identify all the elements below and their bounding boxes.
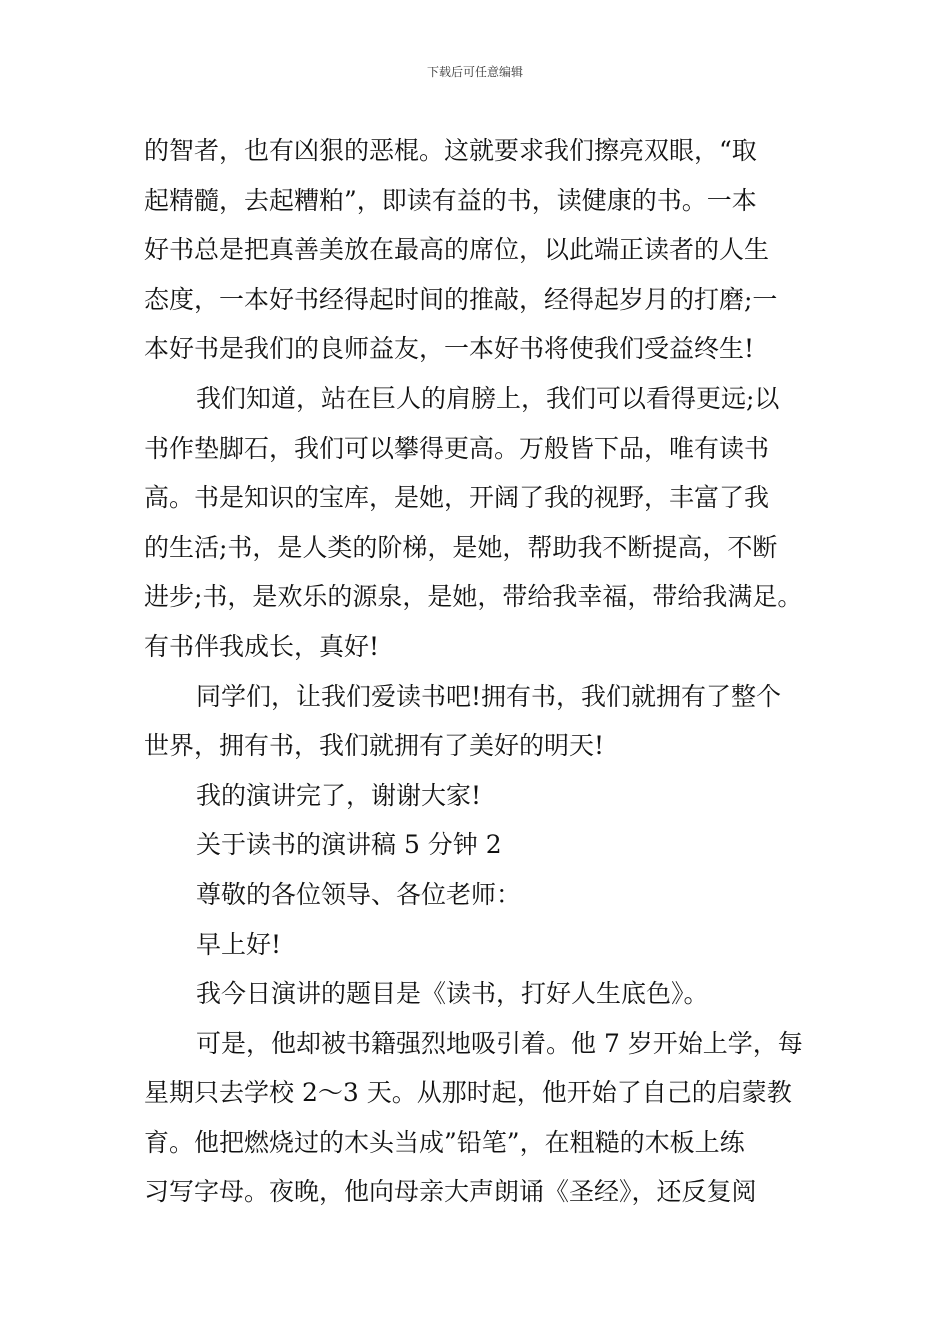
text-line: 好书总是把真善美放在最高的席位，以此端正读者的人生 [144, 235, 770, 265]
text-line: 我今日演讲的题目是《读书，打好人生底色》。 [196, 979, 709, 1009]
text-line: 本好书是我们的良师益友，一本好书将使我们受益终生! [144, 334, 755, 364]
text-line: 的智者，也有凶狠的恶棍。这就要求我们擦亮双眼，“取 [144, 136, 757, 165]
text-line: 尊敬的各位领导、各位老师： [196, 879, 522, 909]
text-line: 可是，他却被书籍强烈地吸引着。他 7 岁开始上学，每 [196, 1028, 803, 1058]
text-line: 早上好! [196, 929, 282, 959]
section-heading: 关于读书的演讲稿 5 分钟 2 [196, 830, 502, 860]
text-line: 星期只去学校 2～3 天。从那时起，他开始了自己的启蒙教 [144, 1078, 792, 1108]
text-line: 书作垫脚石，我们可以攀得更高。万般皆下品，唯有读书 [144, 433, 770, 463]
text-line: 习写字母。夜晚，他向母亲大声朗诵《圣经》，还反复阅 [144, 1177, 757, 1207]
text-line: 态度，一本好书经得起时间的推敲，经得起岁月的打磨;一 [144, 284, 778, 314]
page-header: 下载后可任意编辑 [426, 65, 523, 79]
text-line: 我们知道，站在巨人的肩膀上，我们可以看得更远;以 [196, 383, 780, 413]
text-line: 我的演讲完了，谢谢大家! [196, 780, 482, 810]
text-line: 世界，拥有书，我们就拥有了美好的明天! [144, 731, 605, 761]
text-line: 起精髓，去起糟粕”，即读有益的书，读健康的书。一本 [144, 185, 757, 215]
document-body [144, 126, 834, 1217]
text-line: 有书伴我成长，真好! [144, 631, 380, 661]
text-line: 同学们，让我们爱读书吧!拥有书，我们就拥有了整个 [196, 681, 782, 711]
text-line: 进步;书，是欢乐的源泉，是她，带给我幸福，带给我满足。 [144, 582, 803, 612]
text-line: 育。他把燃烧过的木头当成”铅笔”，在粗糙的木板上练 [144, 1127, 745, 1157]
text-line: 高。书是知识的宝库，是她，开阔了我的视野，丰富了我 [144, 483, 770, 513]
text-line: 的生活;书，是人类的阶梯，是她，帮助我不断提高，不断 [144, 532, 778, 562]
